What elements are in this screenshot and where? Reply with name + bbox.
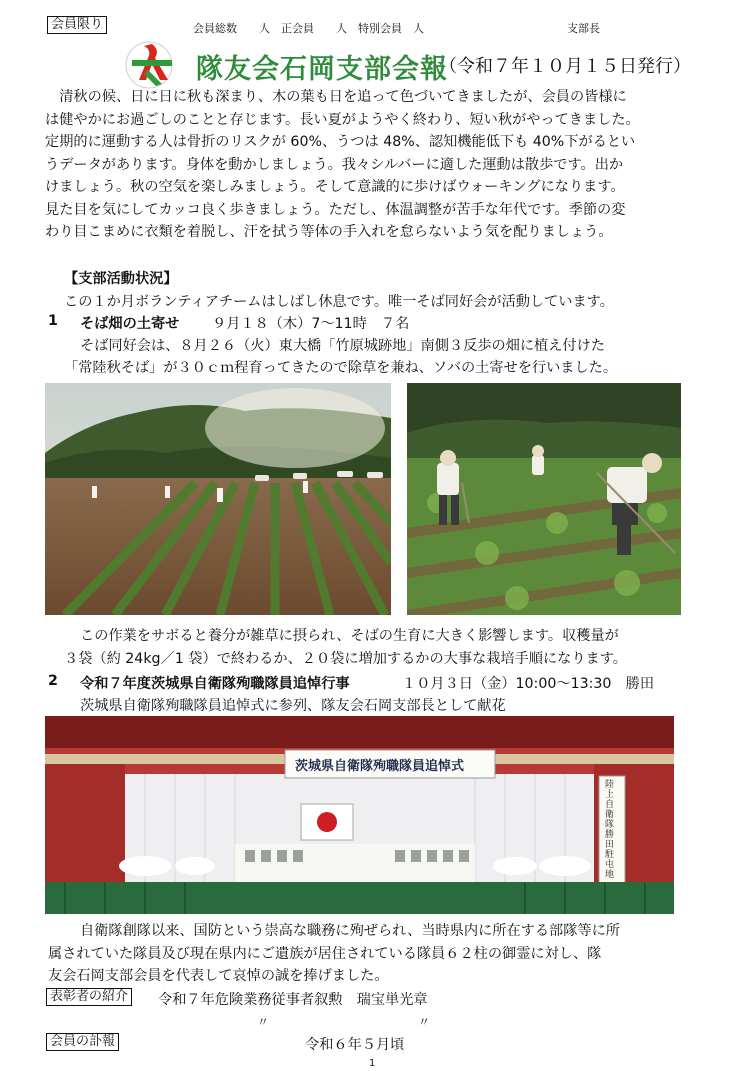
intro-line: 定期的に運動する人は骨折のリスクが 60%、うつは 48%、認知機能低下も 40%下がるとい <box>45 134 636 150</box>
item2-meta: １０月３日（金）10:00～13:30 勝田 <box>402 676 655 692</box>
buckwheat-field-photo-2 <box>407 383 681 615</box>
obituary-label: 会員の訃報 <box>46 1033 119 1051</box>
intro-paragraph <box>45 86 705 244</box>
intro-line: 見た目を気にしてカッコ良く歩きましょう。ただし、体温調整が苦手な年代です。季節の変 <box>45 201 626 218</box>
branch-head-label: 支部長 <box>567 22 600 35</box>
ceremony-side-banner: 陸上自衛隊勝田駐屯地 <box>605 780 615 880</box>
intro-line: 清秋の候、日に日に秋も深まり、木の葉も日を追って色づいてきましたが、会員の皆様に <box>45 89 627 105</box>
awards-ditto-2: 〃 <box>418 1015 431 1029</box>
awards-label: 表彰者の紹介 <box>46 988 132 1006</box>
item2-sub: 茨城県自衛隊殉職隊員追悼式に参列、隊友会石岡支部長として献花 <box>80 698 506 714</box>
taiyukai-logo <box>122 40 182 90</box>
activity-lead: この１か月ボランティアチームはしばし休息です。唯一そば同好会が活動しています。 <box>64 294 614 310</box>
intro-line: けましょう。秋の空気を楽しみましょう。そして意識的に歩けばウォーキングになります。 <box>45 179 625 195</box>
item1-title: そば畑の土寄せ <box>80 316 180 332</box>
intro-line: は健やかにお過ごしのことと存じます。長い夏がようやく終わり、短い秋がやってきました。 <box>45 111 640 128</box>
intro-line: うデータがあります。身体を動かしましょう。我々シルバーに適した運動は散歩です。出か <box>45 156 624 173</box>
memorial-ceremony-photo <box>45 716 674 914</box>
activity-heading: 【支部活動状況】 <box>64 271 178 287</box>
item1-meta: ９月１８（木）7～11時 ７名 <box>212 316 410 332</box>
member-counts: 会員総数 人 正会員 人 特別会員 人 <box>193 22 424 35</box>
page-number: 1 <box>369 1058 376 1069</box>
buckwheat-field-photo-1 <box>45 383 391 615</box>
item1-number: 1 <box>48 313 58 329</box>
awards-ditto-1: 〃 <box>257 1015 270 1029</box>
ceremony-banner: 茨城県自衛隊殉職隊員追悼式 <box>295 759 465 774</box>
item2-body-line: 自衛隊創隊以来、国防という崇高な職務に殉ぜられ、当時県内に所在する部隊等に所 <box>80 923 620 939</box>
item1-after-line: この作業をサボると養分が雑草に摂られ、そばの生育に大きく影響します。収穫量が <box>80 628 619 644</box>
item1-body-line: そば同好会は、８月２６（火）東大橋「竹原城跡地」南側３反歩の畑に植え付けた <box>80 338 605 354</box>
obituary-text: 令和６年５月頃 <box>305 1037 405 1053</box>
item2-title: 令和７年度茨城県自衛隊殉職隊員追悼行事 <box>80 676 350 692</box>
awards-text: 令和７年危険業務従事者叙勲 瑞宝単光章 <box>158 992 428 1008</box>
item2-body-line: 属されていた隊員及び現在県内にご遺族が居住されている隊員６２柱の御霊に対し、隊 <box>48 946 602 962</box>
item2-body-line: 友会石岡支部会員を代表して哀悼の誠を捧げました。 <box>48 968 389 984</box>
item1-after-line: ３袋（約 24kg／1 袋）で終わるか、２０袋に増加するかの大事な栽培手順になります。 <box>64 651 627 667</box>
item1-body-line: 「常陸秋そば」が３０ｃｍ程育ってきたので除草を兼ね、ソバの土寄せを行いました。 <box>64 360 618 376</box>
newsletter-title: 隊友会石岡支部会報 <box>196 54 448 85</box>
item2-number: 2 <box>48 673 58 689</box>
intro-line: わり目こまめに衣類を着脱し、汗を拭う等体の手入れを怠らないよう気を配りましょう。 <box>45 224 613 240</box>
issue-date: （令和７年１０月１５日発行） <box>439 56 691 77</box>
members-only-label: 会員限り <box>47 16 107 34</box>
